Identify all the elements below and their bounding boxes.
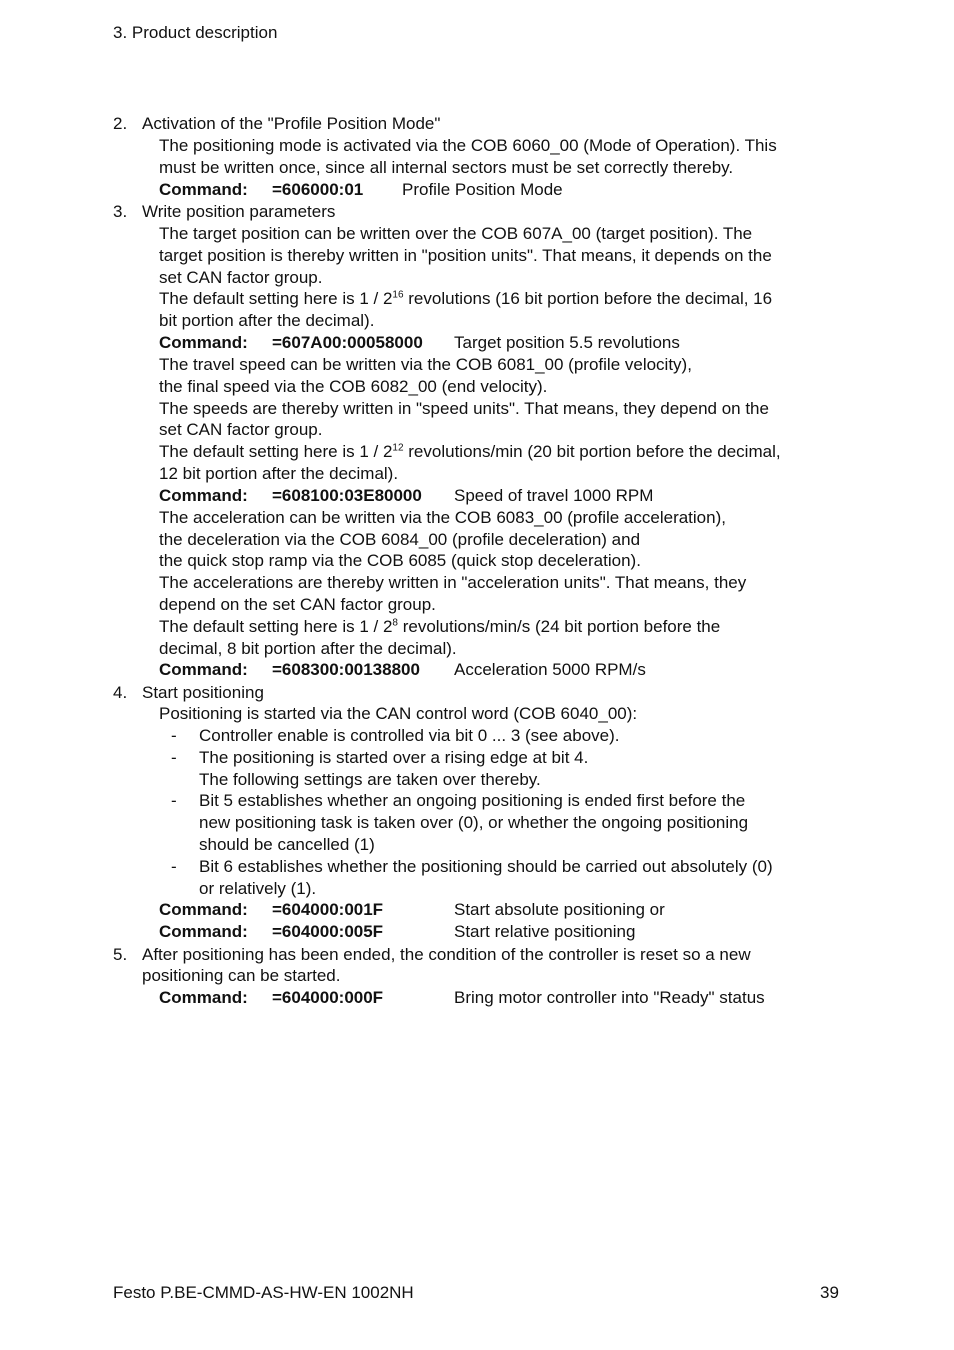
paragraph-line: set CAN factor group. [159, 420, 323, 439]
default-setting-line [159, 288, 772, 310]
paragraph-line: The accelerations are thereby written in "acceleration units". That means, they [159, 573, 747, 592]
bullet-text: should be cancelled (1) [199, 835, 375, 854]
command-code: =606000:01 [272, 180, 364, 199]
exponent: 8 [392, 617, 398, 629]
paragraph-line: The travel speed can be written via the COB 6081_00 (profile velocity), [159, 355, 692, 374]
default-setting-line [159, 616, 720, 638]
step-number: 5. [113, 945, 128, 964]
step-number: 2. [113, 114, 128, 133]
paragraph-line: 12 bit portion after the decimal). [159, 464, 399, 483]
bullet-text: or relatively (1). [199, 879, 317, 898]
bullet-text: new positioning task is taken over (0), or whether the ongoing positioning [199, 813, 749, 832]
footer-doc-id: Festo P.BE-CMMD-AS-HW-EN 1002NH [113, 1283, 414, 1302]
paragraph-line: positioning can be started. [142, 966, 341, 985]
command-label: Command: [159, 900, 248, 919]
command-code: =604000:001F [272, 900, 384, 919]
command-label: Command: [159, 180, 248, 199]
default-setting-text: revolutions/min/s (24 bit portion before the [397, 617, 721, 636]
step-title: Activation of the "Profile Position Mode" [142, 114, 441, 133]
exponent: 12 [392, 442, 404, 454]
command-description: Speed of travel 1000 RPM [454, 486, 654, 505]
command-code: =604000:000F [272, 988, 384, 1007]
bullet-text: Bit 5 establishes whether an ongoing positioning is ended first before the [199, 791, 746, 810]
exponent: 16 [392, 289, 404, 301]
step-title: Write position parameters [142, 202, 336, 221]
bullet-text: The following settings are taken over thereby. [199, 770, 541, 789]
command-description: Profile Position Mode [402, 180, 563, 199]
command-label: Command: [159, 660, 248, 679]
paragraph-line: decimal, 8 bit portion after the decimal). [159, 639, 457, 658]
default-setting-text: The default setting here is 1 / 2 [159, 442, 393, 461]
section-header: 3. Product description [113, 23, 278, 42]
command-code: =604000:005F [272, 922, 384, 941]
bullet-text: Controller enable is controlled via bit 0 ... 3 (see above). [199, 726, 620, 745]
default-setting-text: revolutions/min (20 bit portion before the decimal, [403, 442, 781, 461]
default-setting-text: The default setting here is 1 / 2 [159, 617, 393, 636]
bullet-text: The positioning is started over a rising edge at bit 4. [199, 748, 589, 767]
paragraph-line: The target position can be written over the COB 607A_00 (target position). The [159, 224, 753, 243]
command-description: Acceleration 5000 RPM/s [454, 660, 646, 679]
default-setting-line [159, 441, 781, 463]
command-code: =608100:03E80000 [272, 486, 422, 505]
command-description: Target position 5.5 revolutions [454, 333, 680, 352]
command-code: =607A00:00058000 [272, 333, 423, 352]
paragraph-line: the final speed via the COB 6082_00 (end velocity). [159, 377, 548, 396]
paragraph-line: the deceleration via the COB 6084_00 (profile deceleration) and [159, 530, 641, 549]
step-number: 3. [113, 202, 128, 221]
default-setting-text: revolutions (16 bit portion before the decimal, 16 [403, 289, 773, 308]
bullet-dash: - [171, 791, 177, 810]
paragraph-line: the quick stop ramp via the COB 6085 (quick stop deceleration). [159, 551, 641, 570]
paragraph-line: must be written once, since all internal sectors must be set correctly thereby. [159, 158, 734, 177]
command-code: =608300:00138800 [272, 660, 420, 679]
step-number: 4. [113, 683, 128, 702]
paragraph-line: Positioning is started via the CAN control word (COB 6040_00): [159, 704, 638, 723]
paragraph-line: The positioning mode is activated via the COB 6060_00 (Mode of Operation). This [159, 136, 777, 155]
paragraph-line: The speeds are thereby written in "speed units". That means, they depend on the [159, 399, 769, 418]
page-number: 39 [820, 1283, 839, 1302]
paragraph-line: After positioning has been ended, the condition of the controller is reset so a new [142, 945, 751, 964]
command-description: Bring motor controller into "Ready" status [454, 988, 765, 1007]
step-title: Start positioning [142, 683, 264, 702]
bullet-dash: - [171, 726, 177, 745]
bullet-dash: - [171, 748, 177, 767]
command-label: Command: [159, 486, 248, 505]
paragraph-line: bit portion after the decimal). [159, 311, 375, 330]
command-label: Command: [159, 922, 248, 941]
command-label: Command: [159, 333, 248, 352]
paragraph-line: depend on the set CAN factor group. [159, 595, 436, 614]
paragraph-line: target position is thereby written in "position units". That means, it depends on the [159, 246, 772, 265]
bullet-dash: - [171, 857, 177, 876]
default-setting-text: The default setting here is 1 / 2 [159, 289, 393, 308]
paragraph-line: set CAN factor group. [159, 268, 323, 287]
paragraph-line: The acceleration can be written via the COB 6083_00 (profile acceleration), [159, 508, 726, 527]
command-description: Start absolute positioning or [454, 900, 665, 919]
command-label: Command: [159, 988, 248, 1007]
bullet-text: Bit 6 establishes whether the positioning should be carried out absolutely (0) [199, 857, 773, 876]
command-description: Start relative positioning [454, 922, 636, 941]
